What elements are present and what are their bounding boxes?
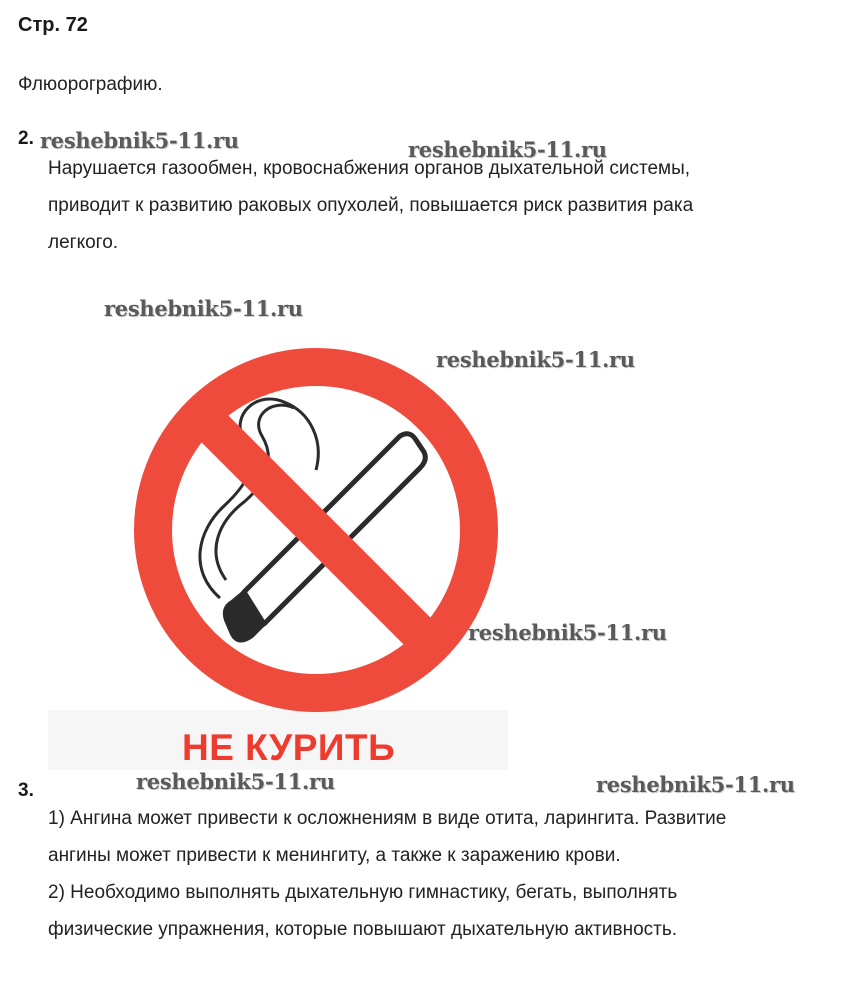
task-2-line-2: приводит к развитию раковых опухолей, повышается риск развития рака (48, 195, 694, 216)
task-3-line-3: 2) Необходимо выполнять дыхательную гимнастику, бегать, выполнять (48, 882, 678, 903)
page-title: Стр. 72 (18, 14, 88, 36)
watermark: reshebnik5-11.ru (468, 620, 667, 645)
task-2-line-3: легкого. (48, 232, 119, 253)
watermark: reshebnik5-11.ru (40, 128, 239, 153)
answer-1-text: Флюорографию. (18, 74, 163, 95)
sign-caption: НЕ КУРИТЬ (182, 727, 396, 768)
prohibition-ring (153, 367, 479, 693)
task-3-line-1: 1) Ангина может привести к осложнениям в виде отита, ларингита. Развитие (48, 808, 727, 829)
task-2-number: 2. (18, 128, 34, 149)
watermark: reshebnik5-11.ru (136, 769, 335, 794)
task-3-number: 3. (18, 780, 34, 801)
task-3-line-2: ангины может привести к менингиту, а также к заражению крови. (48, 845, 621, 866)
task-2-line-1: Нарушается газообмен, кровоснабжения органов дыхательной системы, (48, 158, 691, 179)
watermark: reshebnik5-11.ru (436, 347, 635, 372)
watermark: reshebnik5-11.ru (596, 772, 795, 797)
watermark: reshebnik5-11.ru (408, 137, 607, 162)
task-3-line-4: физические упражнения, которые повышают дыхательную активность. (48, 919, 678, 940)
watermark: reshebnik5-11.ru (104, 296, 303, 321)
